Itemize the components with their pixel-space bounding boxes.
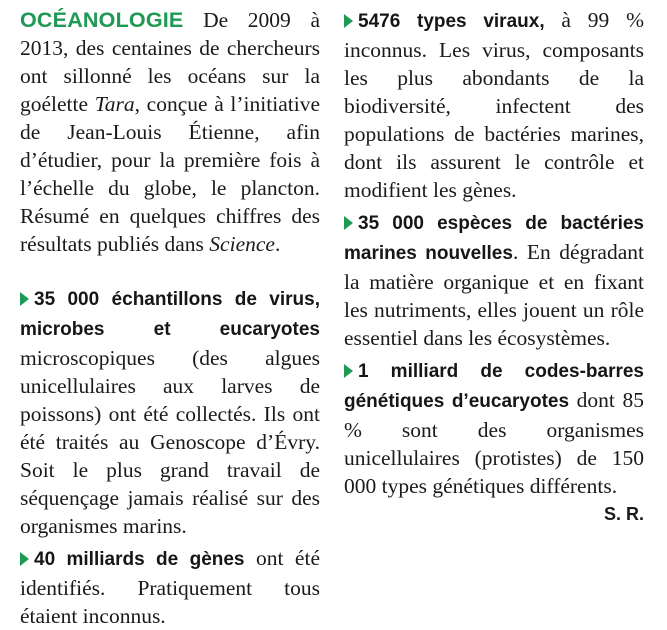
item-viruses [344, 6, 644, 204]
triangle-right-icon [20, 292, 29, 306]
triangle-right-icon [344, 216, 353, 230]
ship-name: Tara [94, 92, 135, 116]
journal-name: Science [209, 232, 275, 256]
item-lead: 1 milliard de codes-barres génétiques d’eucaryotes [344, 361, 644, 412]
intro-text-1: De 2009 à 2013, des centaines de chercheurs ont sillonné les océans sur la goélette [20, 8, 320, 116]
item-text: à 99 % inconnus. Les virus, composants les plus abondants de la biodiversité, infectent des populations de bactéries marines, dont ils assurent le contrôle et modifient les gènes. [344, 8, 645, 202]
triangle-right-icon [344, 14, 353, 28]
intro-text-3: . [274, 232, 281, 256]
item-text: . En dégradant la matière organique et en fixant les nutriments, elles jouent un rôle essentiel dans les écosystèmes. [344, 240, 644, 350]
item-genes [20, 544, 320, 630]
triangle-right-icon [344, 364, 353, 378]
item-lead: 5476 types viraux, [358, 11, 545, 32]
column-left [20, 6, 320, 628]
item-lead: 35 000 espèces de bactéries marines nouvelles [344, 213, 644, 264]
item-samples [20, 284, 320, 540]
item-bacteria [344, 208, 644, 352]
item-text: ont été identifiés. Pratiquement tous étaient inconnus. [20, 546, 320, 628]
item-barcodes [344, 356, 644, 524]
intro-paragraph [20, 6, 320, 258]
item-text: dont 85 % sont des organismes unicellulaires (protistes) de 150 000 types génétiques différents. [344, 388, 644, 498]
item-text: microscopiques (des algues unicellulaires aux larves de poissons) ont été collectés. Ils ont été traités au Genoscope d’Évry. Soit le plus grand travail de séquençage jamais réalisé sur des organismes marins. [20, 346, 320, 538]
item-lead: 35 000 échantillons de virus, microbes et eucaryotes [20, 289, 320, 340]
column-right [344, 0, 644, 600]
item-lead: 40 milliards de gènes [34, 549, 245, 570]
intro-text-2: , conçue à l’initiative de Jean-Louis Étienne, afin d’étudier, pour la première fois à l’échelle du globe, le plancton. Résumé en quelques chiffres des résultats publiés dans [20, 92, 320, 256]
kicker: OCÉANOLOGIE [20, 8, 184, 32]
signature: S. R. [603, 504, 644, 524]
triangle-right-icon [20, 552, 29, 566]
